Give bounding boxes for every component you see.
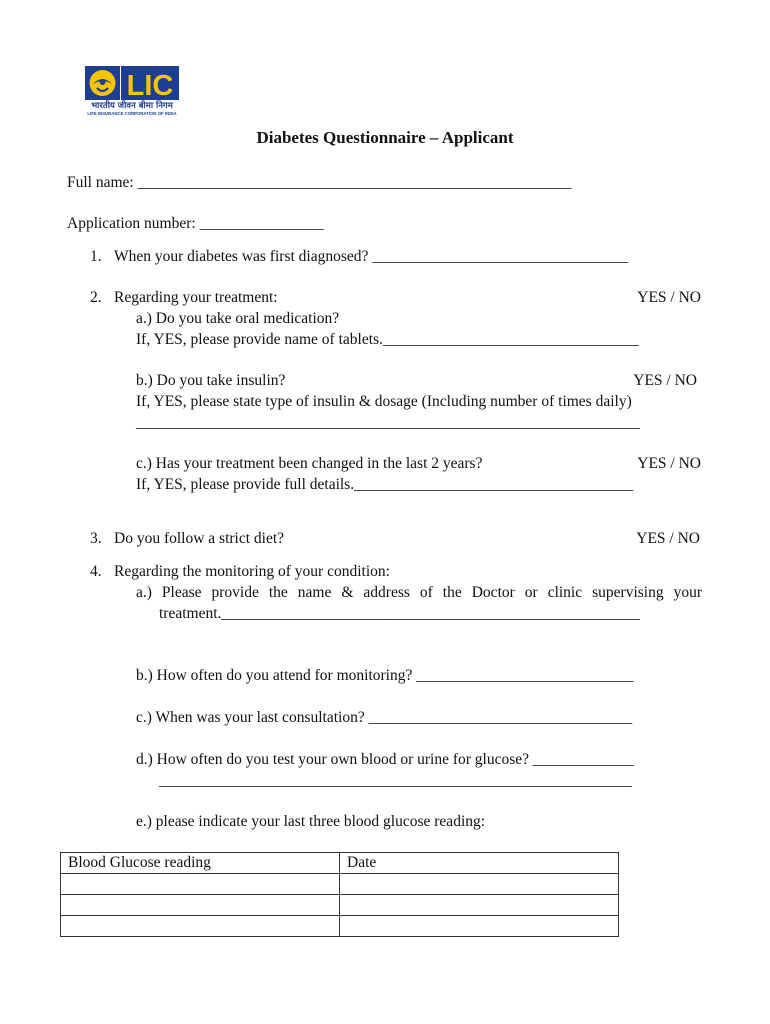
question-4c-text[interactable]: c.) When was your last consultation? __________________________________ xyxy=(136,709,633,726)
logo-emblem-flame xyxy=(100,79,106,85)
question-2-yes-no[interactable]: YES / NO xyxy=(637,289,701,306)
date-cell[interactable] xyxy=(340,874,619,895)
blood-glucose-table xyxy=(60,852,619,937)
question-3-number: 3. xyxy=(90,530,102,547)
table-row xyxy=(61,916,619,937)
question-2b-followup: If, YES, please state type of insulin & dosage (Including number of times daily) xyxy=(136,393,632,410)
question-2c-yes-no[interactable]: YES / NO xyxy=(637,455,701,472)
question-2a-followup[interactable]: If, YES, please provide name of tablets._________________________________ xyxy=(136,331,639,348)
question-1-text[interactable]: When your diabetes was first diagnosed? _________________________________ xyxy=(114,248,629,265)
question-2b-yes-no[interactable]: YES / NO xyxy=(633,372,697,389)
date-cell[interactable] xyxy=(340,895,619,916)
question-2b-blank[interactable]: _________________________________________________________________ xyxy=(136,414,640,431)
question-4e-text: e.) please indicate your last three blood glucose reading: xyxy=(136,813,486,830)
logo-english-text: LIFE INSURANCE CORPORATION OF INDIA xyxy=(87,111,177,116)
question-4-number: 4. xyxy=(90,563,102,580)
question-2b-text: b.) Do you take insulin? xyxy=(136,372,286,389)
reading-cell[interactable] xyxy=(61,874,340,895)
question-4a-text: a.) Please provide the name & address of the Doctor or clinic supervising your xyxy=(136,584,702,601)
logo-brand-text: LIC xyxy=(126,70,174,102)
header-blood-glucose-reading: Blood Glucose reading xyxy=(61,853,340,874)
question-4-text: Regarding the monitoring of your condition: xyxy=(114,563,390,580)
question-4a-blank[interactable]: treatment.______________________________________________________ xyxy=(159,605,640,622)
application-number-field[interactable]: Application number: ________________ xyxy=(67,215,324,232)
question-2c-text: c.) Has your treatment been changed in the last 2 years? xyxy=(136,455,483,472)
table-row xyxy=(61,874,619,895)
table-header-row xyxy=(61,853,619,874)
reading-cell[interactable] xyxy=(61,916,340,937)
header-date: Date xyxy=(340,853,619,874)
question-3-yes-no[interactable]: YES / NO xyxy=(636,530,700,547)
logo-hindi-text: भारतीय जीवन बीमा निगम xyxy=(91,101,173,111)
table-row xyxy=(61,895,619,916)
full-name-field[interactable]: Full name: ________________________________________________________ xyxy=(67,174,572,191)
question-2-text: Regarding your treatment: xyxy=(114,289,278,306)
reading-cell[interactable] xyxy=(61,895,340,916)
question-2-number: 2. xyxy=(90,289,102,306)
lic-logo xyxy=(85,64,181,116)
question-2a-text: a.) Do you take oral medication? xyxy=(136,310,340,327)
question-1-number: 1. xyxy=(90,248,102,265)
question-4b-text[interactable]: b.) How often do you attend for monitoring? ____________________________ xyxy=(136,667,634,684)
question-2c-followup[interactable]: If, YES, please provide full details.____________________________________ xyxy=(136,476,634,493)
date-cell[interactable] xyxy=(340,916,619,937)
question-4d-blank[interactable]: _____________________________________________________________ xyxy=(159,772,632,789)
page-title: Diabetes Questionnaire – Applicant xyxy=(256,128,514,147)
question-3-text: Do you follow a strict diet? xyxy=(114,530,285,547)
question-4d-text[interactable]: d.) How often do you test your own blood or urine for glucose? _____________ xyxy=(136,751,634,768)
